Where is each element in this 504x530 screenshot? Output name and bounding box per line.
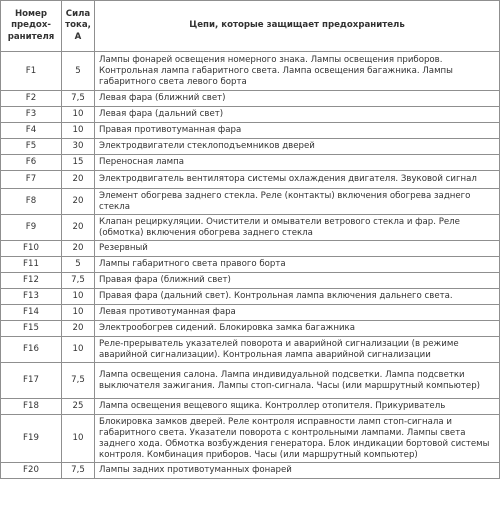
table-row xyxy=(1,107,500,123)
fuse-circuit-cell: Лампа освещения салона. Лампа индивидуальной подсветки. Лампа подсветки выключателя зажигания. Лампы стоп-сигнала. Часы (или маршрутный компьютер) xyxy=(95,363,500,399)
fuse-circuit-cell: Резервный xyxy=(95,241,500,257)
fuse-current-cell: 25 xyxy=(62,399,95,415)
fuse-circuit-cell: Клапан рециркуляции. Очистители и омыватели ветрового стекла и фар. Реле (обмотка) включения обогрева заднего стекла xyxy=(95,215,500,241)
fuse-current-cell: 20 xyxy=(62,241,95,257)
fuse-circuit-cell: Правая фара (дальний свет). Контрольная лампа включения дальнего света. xyxy=(95,289,500,305)
table-row xyxy=(1,139,500,155)
fuse-circuit-cell: Лампы задних противотуманных фонарей xyxy=(95,463,500,479)
table-row xyxy=(1,289,500,305)
table-row xyxy=(1,123,500,139)
header-fuse-number: Номер предох-ранителя xyxy=(1,1,62,52)
fuse-circuit-cell: Лампы габаритного света правого борта xyxy=(95,257,500,273)
fuse-number-cell: F15 xyxy=(1,321,62,337)
fuse-current-cell: 20 xyxy=(62,189,95,215)
fuse-number-cell: F12 xyxy=(1,273,62,289)
fuse-current-cell: 15 xyxy=(62,155,95,171)
table-row xyxy=(1,463,500,479)
fuse-number-cell: F9 xyxy=(1,215,62,241)
fuse-number-cell: F8 xyxy=(1,189,62,215)
fuse-circuit-cell: Левая фара (дальний свет) xyxy=(95,107,500,123)
table-row xyxy=(1,52,500,91)
fuse-current-cell: 5 xyxy=(62,257,95,273)
fuse-number-cell: F13 xyxy=(1,289,62,305)
fuse-circuit-cell: Правая фара (ближний свет) xyxy=(95,273,500,289)
fuse-circuit-cell: Переносная лампа xyxy=(95,155,500,171)
fuse-circuit-cell: Реле-прерыватель указателей поворота и аварийной сигнализации (в режиме аварийной сигнализации). Контрольная лампа аварийной сигнализации xyxy=(95,337,500,363)
fuse-circuit-cell: Лампы фонарей освещения номерного знака. Лампы освещения приборов. Контрольная лампа габаритного света. Лампа освещения багажника. Лампы габаритного света левого борта xyxy=(95,52,500,91)
table-row xyxy=(1,241,500,257)
header-circuits: Цепи, которые защищает предохранитель xyxy=(95,1,500,52)
fuse-current-cell: 7,5 xyxy=(62,273,95,289)
fuse-number-cell: F16 xyxy=(1,337,62,363)
fuse-current-cell: 7,5 xyxy=(62,91,95,107)
fuse-number-cell: F6 xyxy=(1,155,62,171)
fuse-number-cell: F14 xyxy=(1,305,62,321)
fuse-number-cell: F7 xyxy=(1,171,62,189)
fuse-circuit-cell: Правая противотуманная фара xyxy=(95,123,500,139)
table-row xyxy=(1,305,500,321)
fuse-current-cell: 20 xyxy=(62,321,95,337)
fuse-circuit-cell: Левая фара (ближний свет) xyxy=(95,91,500,107)
fuse-number-cell: F10 xyxy=(1,241,62,257)
fuse-circuit-cell: Элемент обогрева заднего стекла. Реле (контакты) включения обогрева заднего стекла xyxy=(95,189,500,215)
fuse-current-cell: 10 xyxy=(62,289,95,305)
table-row xyxy=(1,321,500,337)
fuse-current-cell: 10 xyxy=(62,305,95,321)
table-row xyxy=(1,415,500,463)
fuse-current-cell: 10 xyxy=(62,415,95,463)
table-row xyxy=(1,257,500,273)
fuse-circuit-cell: Блокировка замков дверей. Реле контроля исправности ламп стоп-сигнала и габаритного света. Указатели поворота с контрольными лампами. Лампы света заднего хода. Обмотка возбуждения генератора. Блок индикации бортовой системы контроля. Комбинация приборов. Часы (или маршрутный компьютер) xyxy=(95,415,500,463)
table-row xyxy=(1,189,500,215)
fuse-circuit-cell: Электродвигатели стеклоподъемников дверей xyxy=(95,139,500,155)
table-row xyxy=(1,155,500,171)
table-row xyxy=(1,363,500,399)
fuse-current-cell: 30 xyxy=(62,139,95,155)
fuse-number-cell: F17 xyxy=(1,363,62,399)
fuse-number-cell: F2 xyxy=(1,91,62,107)
table-body xyxy=(1,52,500,479)
fuse-number-cell: F11 xyxy=(1,257,62,273)
fuse-number-cell: F19 xyxy=(1,415,62,463)
fuse-current-cell: 10 xyxy=(62,123,95,139)
fuse-number-cell: F1 xyxy=(1,52,62,91)
table-row xyxy=(1,399,500,415)
fuse-current-cell: 10 xyxy=(62,337,95,363)
table-row xyxy=(1,273,500,289)
fuse-circuit-cell: Лампа освещения вещевого ящика. Контроллер отопителя. Прикуриватель xyxy=(95,399,500,415)
table-row xyxy=(1,91,500,107)
fuse-number-cell: F20 xyxy=(1,463,62,479)
table-row xyxy=(1,215,500,241)
fuse-circuit-cell: Электрообогрев сидений. Блокировка замка багажника xyxy=(95,321,500,337)
fuse-current-cell: 20 xyxy=(62,171,95,189)
fuse-circuit-cell: Левая противотуманная фара xyxy=(95,305,500,321)
fuse-number-cell: F18 xyxy=(1,399,62,415)
header-current: Сила тока, А xyxy=(62,1,95,52)
fuse-number-cell: F3 xyxy=(1,107,62,123)
fuse-number-cell: F5 xyxy=(1,139,62,155)
table-row xyxy=(1,171,500,189)
fuse-current-cell: 7,5 xyxy=(62,463,95,479)
fuse-circuit-cell: Электродвигатель вентилятора системы охлаждения двигателя. Звуковой сигнал xyxy=(95,171,500,189)
fuse-current-cell: 5 xyxy=(62,52,95,91)
fuse-current-cell: 10 xyxy=(62,107,95,123)
fuse-current-cell: 7,5 xyxy=(62,363,95,399)
fuse-current-cell: 20 xyxy=(62,215,95,241)
header-row xyxy=(1,1,500,52)
table-row xyxy=(1,337,500,363)
fuse-number-cell: F4 xyxy=(1,123,62,139)
